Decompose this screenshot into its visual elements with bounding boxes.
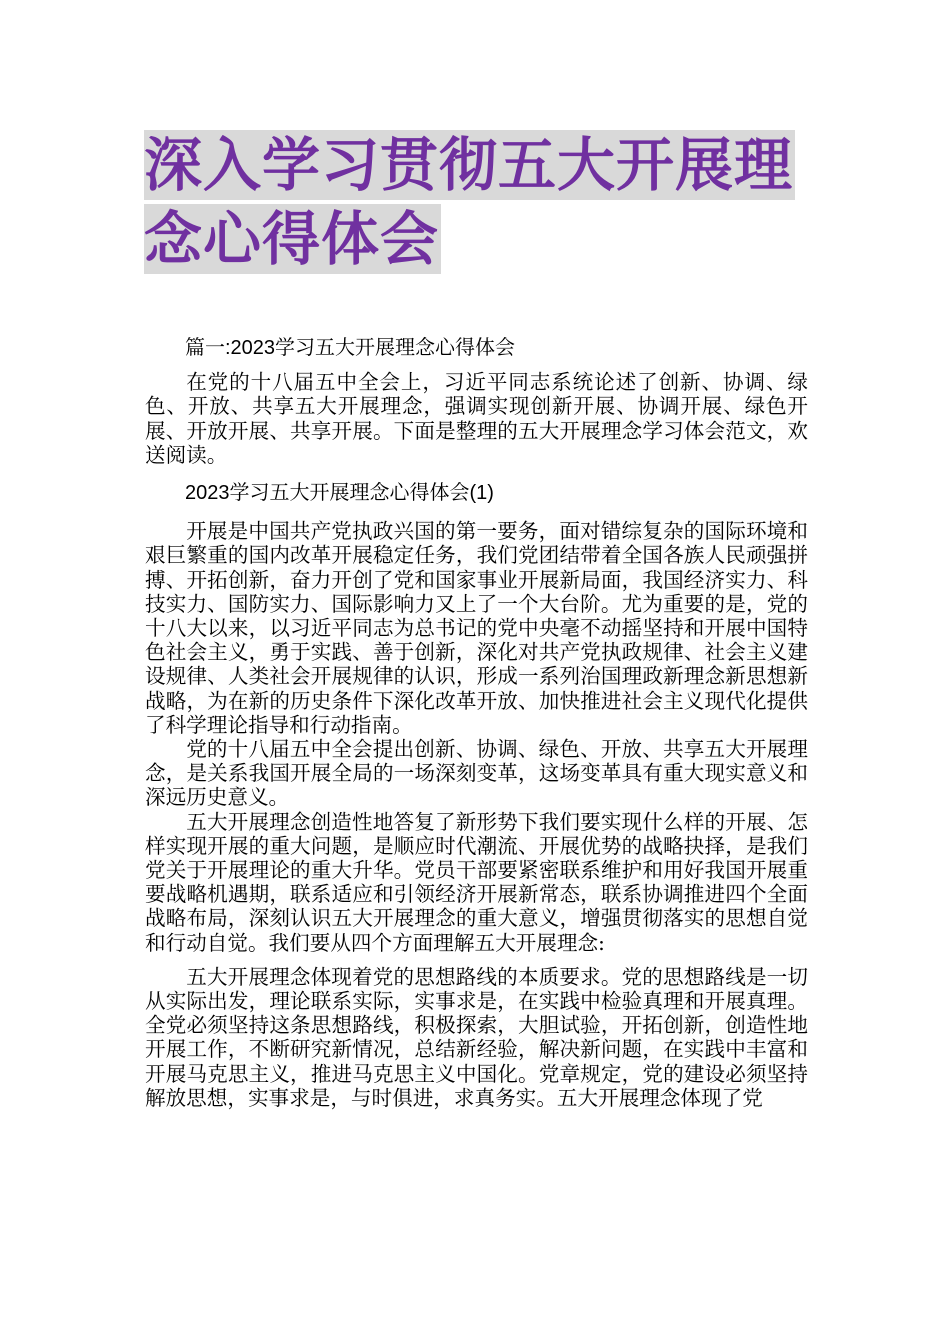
title-line-2: 念心得体会 [144,205,440,273]
paragraph-2: 开展是中国共产党执政兴国的第一要务，面对错综复杂的国际环境和艰巨繁重的国内改革开展稳定任务，我们党团结带着全国各族人民顽强拼搏、开拓创新，奋力开创了党和国家事业开展新局面，我国经济实力、科技实力、国防实力、国际影响力又上了一个大台阶。尤为重要的是，党的十八大以来，以习近平同志为总书记的党中央毫不动摇坚持和开展中国特色社会主义，勇于实践、善于创新，深化对共产党执政规律、社会主义建设规律、人类社会开展规律的认识，形成一系列治国理政新理念新思想新战略，为在新的历史条件下深化改革开放、加快推进社会主义现代化提供了科学理论指导和行动指南。 [145,519,808,737]
document-body [145,336,808,1110]
title-line-1: 深入学习贯彻五大开展理 [144,131,794,199]
section-heading-1: 篇一:2023学习五大开展理念心得体会 [185,337,516,359]
paragraph-4: 五大开展理念创造性地答复了新形势下我们要实现什么样的开展、怎样实现开展的重大问题，是顺应时代潮流、开展优势的战略抉择，是我们党关于开展理论的重大升华。党员干部要紧密联系维护和用好我国开展重要战略机遇期，联系适应和引领经济开展新常态，联系协调推进四个全面战略布局，深刻认识五大开展理念的重大意义，增强贯彻落实的思想自觉和行动自觉。我们要从四个方面理解五大开展理念: [145,809,808,955]
paragraph-5: 五大开展理念体现着党的思想路线的本质要求。党的思想路线是一切从实际出发，理论联系实际，实事求是，在实践中检验真理和开展真理。全党必须坚持这条思想路线，积极探索，大胆试验，开拓创新，创造性地开展工作，不断研究新情况，总结新经验，解决新问题，在实践中丰富和开展马克思主义，推进马克思主义中国化。党章规定，党的建设必须坚持解放思想，实事求是，与时俱进，求真务实。五大开展理念体现了党 [145,964,808,1110]
paragraph-1: 在党的十八届五中全会上，习近平同志系统论述了创新、协调、绿色、开放、共享五大开展理念，强调实现创新开展、协调开展、绿色开展、开放开展、共享开展。下面是整理的五大开展理念学习体会范文，欢送阅读。 [145,370,808,467]
paragraph-3: 党的十八届五中全会提出创新、协调、绿色、开放、共享五大开展理念，是关系我国开展全局的一场深刻变革，这场变革具有重大现实意义和深远历史意义。 [145,737,808,810]
section-heading-2: 2023学习五大开展理念心得体会(1) [185,482,494,505]
